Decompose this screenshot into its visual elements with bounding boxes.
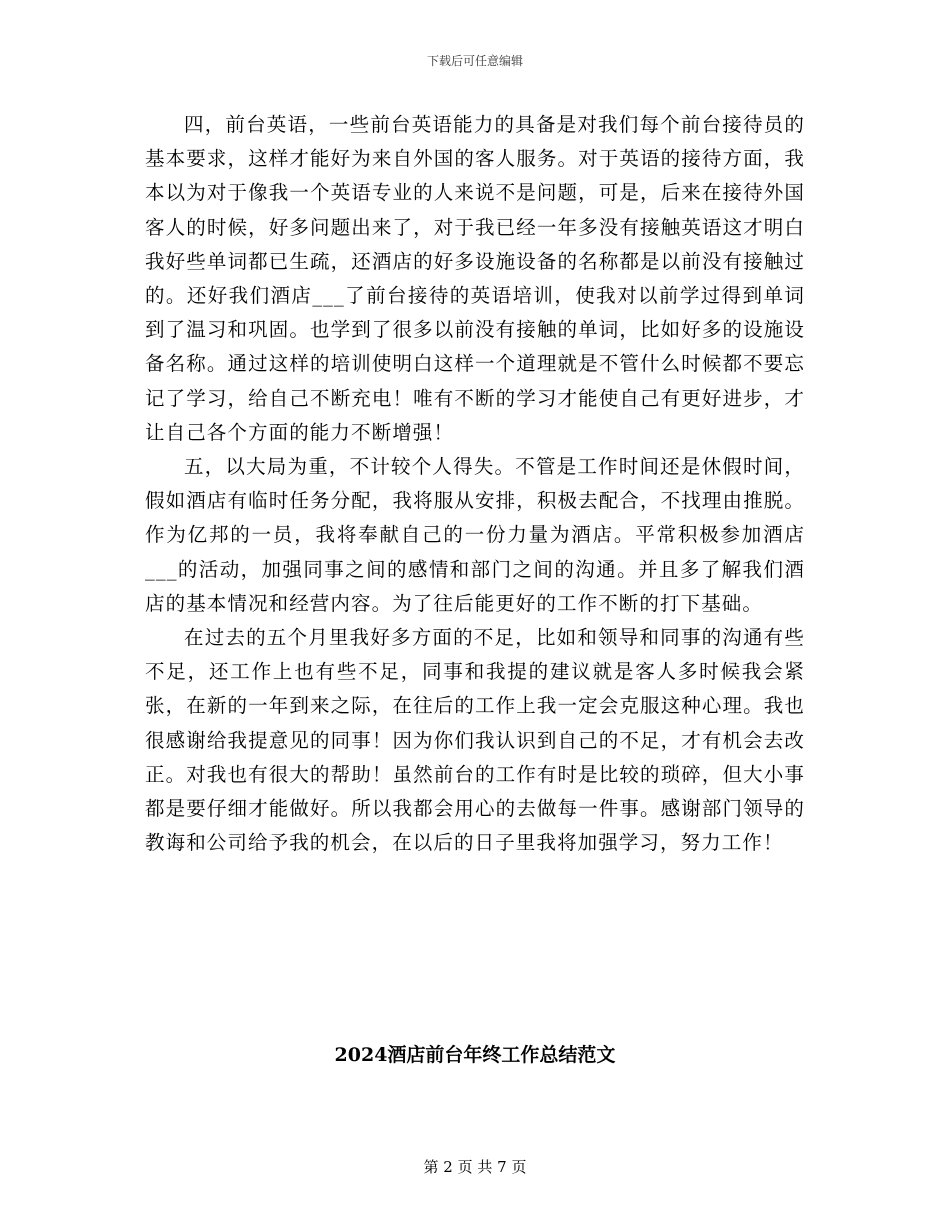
page-footer: 第 2 页 共 7 页 xyxy=(423,1158,527,1176)
paragraph-front-desk-english: 四，前台英语，一些前台英语能力的具备是对我们每个前台接待员的基本要求，这样才能好为来自外国的客人服务。对于英语的接待方面，我本以为对于像我一个英语专业的人来说不是问题，可是，后来在接待外国客人的时候，好多问题出来了，对于我已经一年多没有接触英语这才明白我好些单词都已生疏，还酒店的好多设施设备的名称都是以前没有接触过的。还好我们酒店___了前台接待的英语培训，使我对以前学过得到单词到了温习和巩固。也学到了很多以前没有接触的单词，比如好多的设施设备名称。通过这样的培训使明白这样一个道理就是不管什么时候都不要忘记了学习，给自己不断充电！唯有不断的学习才能使自己有更好进步，才让自己各个方面的能力不断增强！ xyxy=(145,113,805,444)
document-body xyxy=(145,108,805,860)
paragraph-overall-situation: 五，以大局为重，不计较个人得失。不管是工作时间还是休假时间，假如酒店有临时任务分配，我将服从安排，积极去配合，不找理由推脱。作为亿邦的一员，我将奉献自己的一份力量为酒店。平常积极参加酒店___的活动，加强同事之间的感情和部门之间的沟通。并且多了解我们酒店的基本情况和经营内容。为了往后能更好的工作不断的打下基础。 xyxy=(145,455,805,615)
document-title: 2024酒店前台年终工作总结范文 xyxy=(334,1044,616,1066)
paragraph-shortcomings: 在过去的五个月里我好多方面的不足，比如和领导和同事的沟通有些不足，还工作上也有些不足，同事和我提的建议就是客人多时候我会紧张，在新的一年到来之际，在往后的工作上我一定会克服这种心理。我也很感谢给我提意见的同事！因为你们我认识到自己的不足，才有机会去改正。对我也有很大的帮助！虽然前台的工作有时是比较的琐碎，但大小事都是要仔细才能做好。所以我都会用心的去做每一件事。感谢部门领导的教诲和公司给予我的机会，在以后的日子里我将加强学习，努力工作！ xyxy=(145,626,805,855)
page-header: 下载后可任意编辑 xyxy=(426,54,523,68)
